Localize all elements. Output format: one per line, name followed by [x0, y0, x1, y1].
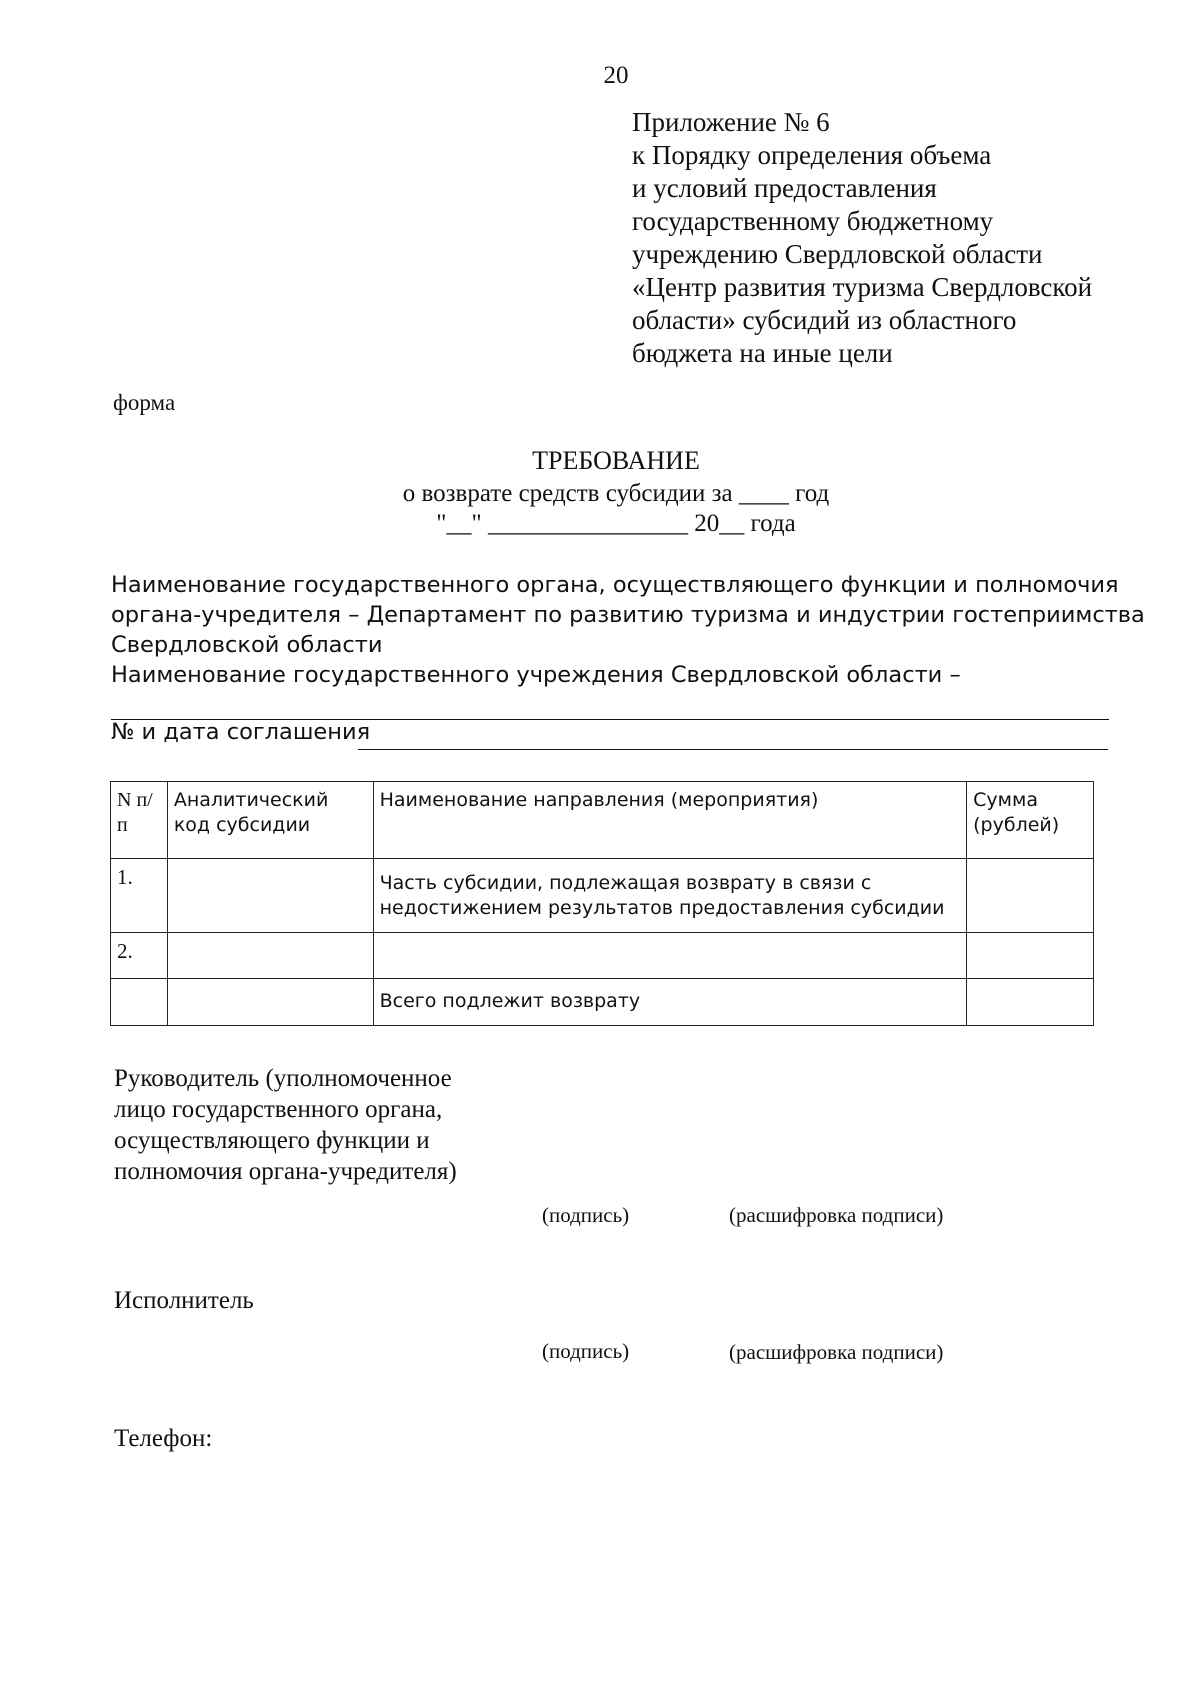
- appendix-line: учреждению Свердловской области: [632, 239, 1043, 269]
- table-cell: 1.: [111, 859, 168, 933]
- header-cell-number: N п/п: [111, 782, 168, 859]
- table-cell: [111, 979, 168, 1026]
- signer-decoding-caption: (расшифровка подписи): [729, 1203, 944, 1227]
- appendix-line: и условий предоставления: [632, 173, 937, 203]
- appendix-line: к Порядку определения объема: [632, 140, 992, 170]
- table-cell: [373, 933, 967, 979]
- organization-info: [111, 570, 1145, 690]
- table-cell: 2.: [111, 933, 168, 979]
- appendix-line: бюджета на иные цели: [632, 338, 893, 368]
- table-header-row: [111, 782, 1094, 859]
- document-subtitle: о возврате средств субсидии за ____ год: [402, 480, 830, 507]
- agreement-label: № и дата соглашения: [111, 719, 371, 745]
- info-line: органа-учредителя – Департамент по развитию туризма и индустрии гостеприимства: [111, 602, 1145, 628]
- table-cell: [967, 933, 1094, 979]
- appendix-block: [632, 106, 1092, 370]
- header-cell-direction: Наименование направления (мероприятия): [373, 782, 967, 859]
- table-row: [111, 933, 1094, 979]
- table-cell: [167, 933, 373, 979]
- signer-line: осуществляющего функции и: [114, 1127, 430, 1154]
- table-cell: [967, 979, 1094, 1026]
- table-row: [111, 859, 1094, 933]
- phone-label: Телефон:: [114, 1425, 213, 1452]
- table-cell: [167, 859, 373, 933]
- signer-line: лицо государственного органа,: [114, 1096, 443, 1123]
- executor-signature-caption: (подпись): [542, 1339, 630, 1363]
- executor-label: Исполнитель: [114, 1287, 254, 1314]
- table-cell: Всего подлежит возврату: [373, 979, 967, 1026]
- executor-decoding-caption: (расшифровка подписи): [729, 1340, 944, 1364]
- table-cell: [167, 979, 373, 1026]
- document-date-line: "__" ________________ 20__ года: [436, 510, 796, 537]
- signer-line: Руководитель (уполномоченное: [114, 1065, 452, 1092]
- appendix-line: Приложение № 6: [632, 107, 830, 137]
- agreement-fill-line: [358, 749, 1108, 750]
- table-cell: [967, 859, 1094, 933]
- refund-table: [110, 781, 1094, 1026]
- table-total-row: [111, 979, 1094, 1026]
- appendix-line: области» субсидий из областного: [632, 305, 1017, 335]
- header-cell-sum: Сумма (рублей): [967, 782, 1094, 859]
- info-line: Наименование государственного учреждения Свердловской области –: [111, 662, 961, 688]
- info-line: Наименование государственного органа, осуществляющего функции и полномочия: [111, 572, 1119, 598]
- signer-line: полномочия органа-учредителя): [114, 1158, 457, 1185]
- info-line: Свердловской области: [111, 632, 383, 658]
- appendix-line: «Центр развития туризма Свердловской: [632, 272, 1093, 302]
- form-label: форма: [113, 390, 176, 415]
- header-cell-code: Аналитический код субсидии: [167, 782, 373, 859]
- page-number: 20: [603, 62, 629, 89]
- table-cell: Часть субсидии, подлежащая возврату в связи с недостижением результатов предоставления субсидии: [373, 859, 967, 933]
- appendix-line: государственному бюджетному: [632, 206, 994, 236]
- signer-block: [114, 1063, 457, 1187]
- document-title: ТРЕБОВАНИЕ: [532, 446, 700, 475]
- signer-signature-caption: (подпись): [542, 1203, 630, 1227]
